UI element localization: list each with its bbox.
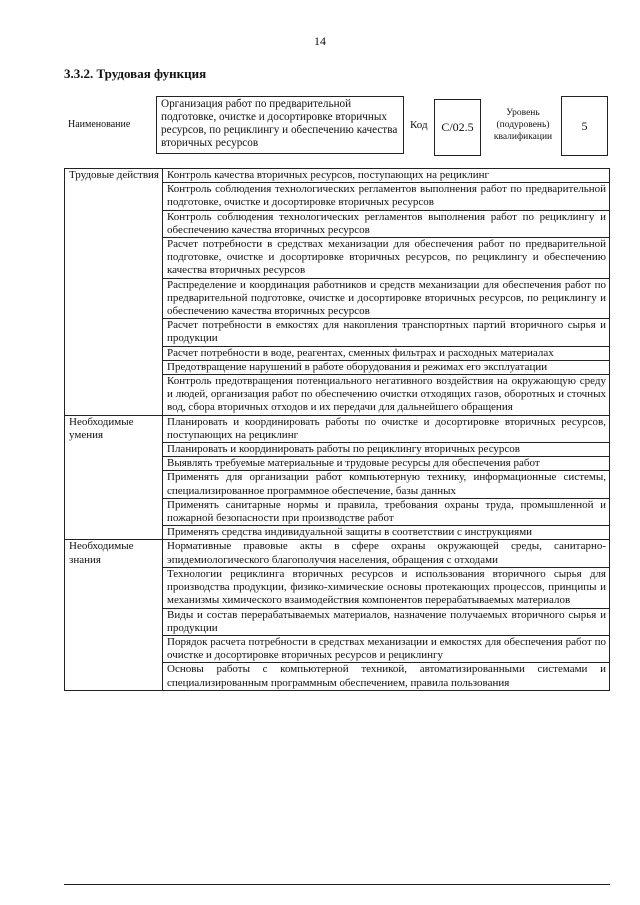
requirement-item: Контроль предотвращения потенциального негативного воздействия на окружающую среду и людей, организация работ по обеспечению очистки отходящих газов, оборотных и сточных вод, сбора вторичных отходов и их передачи для дальнейшего обращения <box>163 375 610 416</box>
requirement-item: Нормативные правовые акты в сфере охраны окружающей среды, санитарно-эпидемиологического благополучия населения, обращения с отходами <box>163 540 610 567</box>
requirement-item: Расчет потребности в средствах механизации для обеспечения работ по предварительной подготовке, очистке и досортировке вторичных ресурсов, по рециклингу и обеспечению качества вторичных ресурсов <box>163 238 610 279</box>
section-category-cell: Необходимые умения <box>65 415 163 540</box>
requirement-item: Выявлять требуемые материальные и трудовые ресурсы для обеспечения работ <box>163 457 610 471</box>
requirement-item: Распределение и координация работников и средств механизации для обеспечения работ по предварительной подготовке, очистке и досортировке вторичных ресурсов, по рециклингу и обеспечению качества вторичных ресурсов <box>163 278 610 319</box>
requirement-item: Контроль качества вторичных ресурсов, поступающих на рециклинг <box>163 169 610 183</box>
table-row <box>65 169 610 183</box>
section-category-cell: Трудовые действия <box>65 169 163 416</box>
requirement-item: Расчет потребности в воде, реагентах, сменных фильтрах и расходных материалах <box>163 346 610 360</box>
section-title: 3.3.2. Трудовая функция <box>64 66 207 81</box>
requirement-item: Виды и состав перерабатываемых материалов, назначение получаемых вторичного сырья и продукции <box>163 608 610 635</box>
code-label: Код <box>410 119 428 131</box>
function-name-box: Организация работ по предварительной подготовке, очистке и досортировке вторичных ресурсов, по рециклингу и обеспечению качества вторичных ресурсов <box>156 96 404 154</box>
requirement-item: Планировать и координировать работы по рециклингу вторичных ресурсов <box>163 443 610 457</box>
requirement-item: Технологии рециклинга вторичных ресурсов и использования вторичного сырья для производства продукции, физико-химические основы протекающих процессов, принципы и механизмы химического взаимодействия компонентов перерабатываемых материалов <box>163 567 610 608</box>
requirement-item: Применять санитарные нормы и правила, требования охраны труда, промышленной и пожарной безопасности при производстве работ <box>163 498 610 525</box>
level-value-box: 5 <box>561 96 608 156</box>
table-row <box>65 540 610 567</box>
requirement-item: Порядок расчета потребности в средствах механизации и емкостях для обеспечения работ по очистке и досортировке вторичных ресурсов и рециклингу <box>163 635 610 662</box>
level-label: Уровень (подуровень) квалификации <box>493 108 553 142</box>
requirement-item: Применять средства индивидуальной защиты в соответствии с инструкциями <box>163 526 610 540</box>
section-category-cell: Необходимые знания <box>65 540 163 690</box>
requirement-item: Контроль соблюдения технологических регламентов выполнения работ по предварительной подготовке, очистке и досортировке вторичных ресурсов <box>163 183 610 210</box>
table-row <box>65 415 610 442</box>
requirement-item: Применять для организации работ компьютерную технику, информационные системы, специализированное программное обеспечение, базы данных <box>163 471 610 498</box>
name-label: Наименование <box>68 119 131 130</box>
requirement-item: Расчет потребности в емкостях для накопления транспортных партий вторичного сырья и продукции <box>163 319 610 346</box>
page-number: 14 <box>314 34 326 48</box>
requirement-item: Предотвращение нарушений в работе оборудования и режимах его эксплуатации <box>163 360 610 374</box>
requirements-table <box>64 168 610 691</box>
requirement-item: Контроль соблюдения технологических регламентов выполнения работ по рециклингу и обеспечению качества вторичных ресурсов <box>163 210 610 237</box>
page-bottom-rule <box>64 884 610 885</box>
requirement-item: Планировать и координировать работы по очистке и досортировке вторичных ресурсов, поступающих на рециклинг <box>163 415 610 442</box>
code-value-box: С/02.5 <box>434 99 481 156</box>
requirement-item: Основы работы с компьютерной техникой, автоматизированными системами и специализированным программным обеспечением, правила пользования <box>163 663 610 690</box>
